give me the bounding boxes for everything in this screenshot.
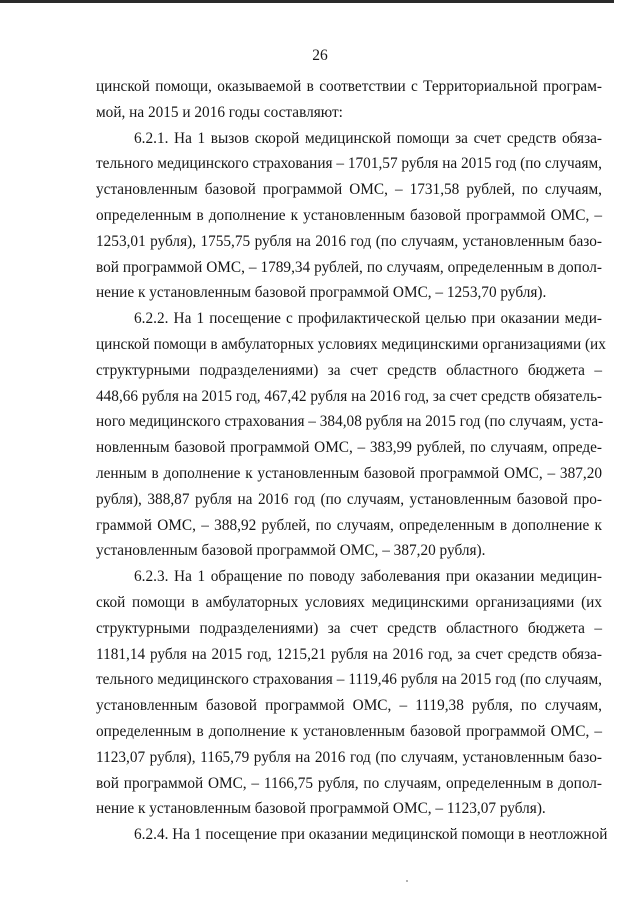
page-number: 26 xyxy=(312,47,328,64)
text-line: структурными подразделениями) за счет средств областного бюджета – xyxy=(96,361,602,379)
text-line: граммой ОМС, – 388,92 рублей, по случаям, определенным в дополнение к xyxy=(96,516,602,534)
text-line: ного медицинского страхования – 384,08 рубля на 2015 год (по случаям, уста- xyxy=(96,413,604,431)
text-line: вой программой ОМС, – 1789,34 рублей, по случаям, определенным в допол- xyxy=(96,258,602,276)
text-line: 1253,01 рубля), 1755,75 рубля на 2016 год (по случаям, установленным базо- xyxy=(96,232,602,250)
text-line: нение к установленным базовой программой ОМС, – 1123,07 рубля). xyxy=(96,800,546,818)
text-line: установленным базовой программой ОМС, – 1119,38 рубля, по случаям, xyxy=(96,697,602,715)
text-line: мой, на 2015 и 2016 годы составляют: xyxy=(96,103,343,121)
paragraph-first-line: 6.2.2. На 1 посещение с профилактической целью при оказании меди- xyxy=(134,310,602,328)
text-line: 448,66 рубля на 2015 год, 467,42 рубля на 2016 год, за счет средств обязатель- xyxy=(96,387,603,405)
text-line: новленным базовой программой ОМС, – 383,99 рублей, по случаям, опреде- xyxy=(96,439,602,457)
text-line: тельного медицинского страхования – 1701,57 рубля на 2015 год (по случаям, xyxy=(96,155,602,173)
text-line: ской помощи в амбулаторных условиях медицинскими организациями (их xyxy=(96,593,602,611)
text-line: цинской помощи в амбулаторных условиях медицинскими организациями (их xyxy=(96,335,606,353)
document-body xyxy=(96,74,608,848)
text-line: тельного медицинского страхования – 1119,46 рубля на 2015 год (по случаям, xyxy=(96,671,602,689)
text-line: структурными подразделениями) за счет средств областного бюджета – xyxy=(96,619,602,637)
text-line: определенным в дополнение к установленным базовой программой ОМС, – xyxy=(96,206,602,224)
text-line: определенным в дополнение к установленным базовой программой ОМС, – xyxy=(96,722,602,740)
text-line: установленным базовой программой ОМС, – 387,20 рубля). xyxy=(96,542,486,560)
text-line: рубля), 388,87 рубля на 2016 год (по случаям, установленным базовой про- xyxy=(96,490,602,508)
text-line: установленным базовой программой ОМС, – 1731,58 рублей, по случаям, xyxy=(96,181,602,199)
paragraph-first-line: 6.2.1. На 1 вызов скорой медицинской помощи за счет средств обяза- xyxy=(134,129,602,147)
text-line: 1181,14 рубля на 2015 год, 1215,21 рубля на 2016 год, за счет средств обяза- xyxy=(96,645,602,663)
scan-top-edge xyxy=(0,0,614,3)
paragraph-first-line: 6.2.4. На 1 посещение при оказании медицинской помощи в неотложной xyxy=(134,826,608,844)
text-line: 1123,07 рубля), 1165,79 рубля на 2016 год (по случаям, установленным базо- xyxy=(96,748,602,766)
text-line: ленным в дополнение к установленным базовой программой ОМС, – 387,20 xyxy=(96,464,602,482)
scan-artifact xyxy=(406,880,408,882)
paragraph-first-line: 6.2.3. На 1 обращение по поводу заболевания при оказании медицин- xyxy=(134,568,602,586)
text-line: вой программой ОМС, – 1166,75 рубля, по случаям, определенным в допол- xyxy=(96,774,602,792)
text-line: цинской помощи, оказываемой в соответствии с Территориальной програм- xyxy=(96,78,602,95)
text-line: нение к установленным базовой программой ОМС, – 1253,70 рубля). xyxy=(96,284,547,302)
